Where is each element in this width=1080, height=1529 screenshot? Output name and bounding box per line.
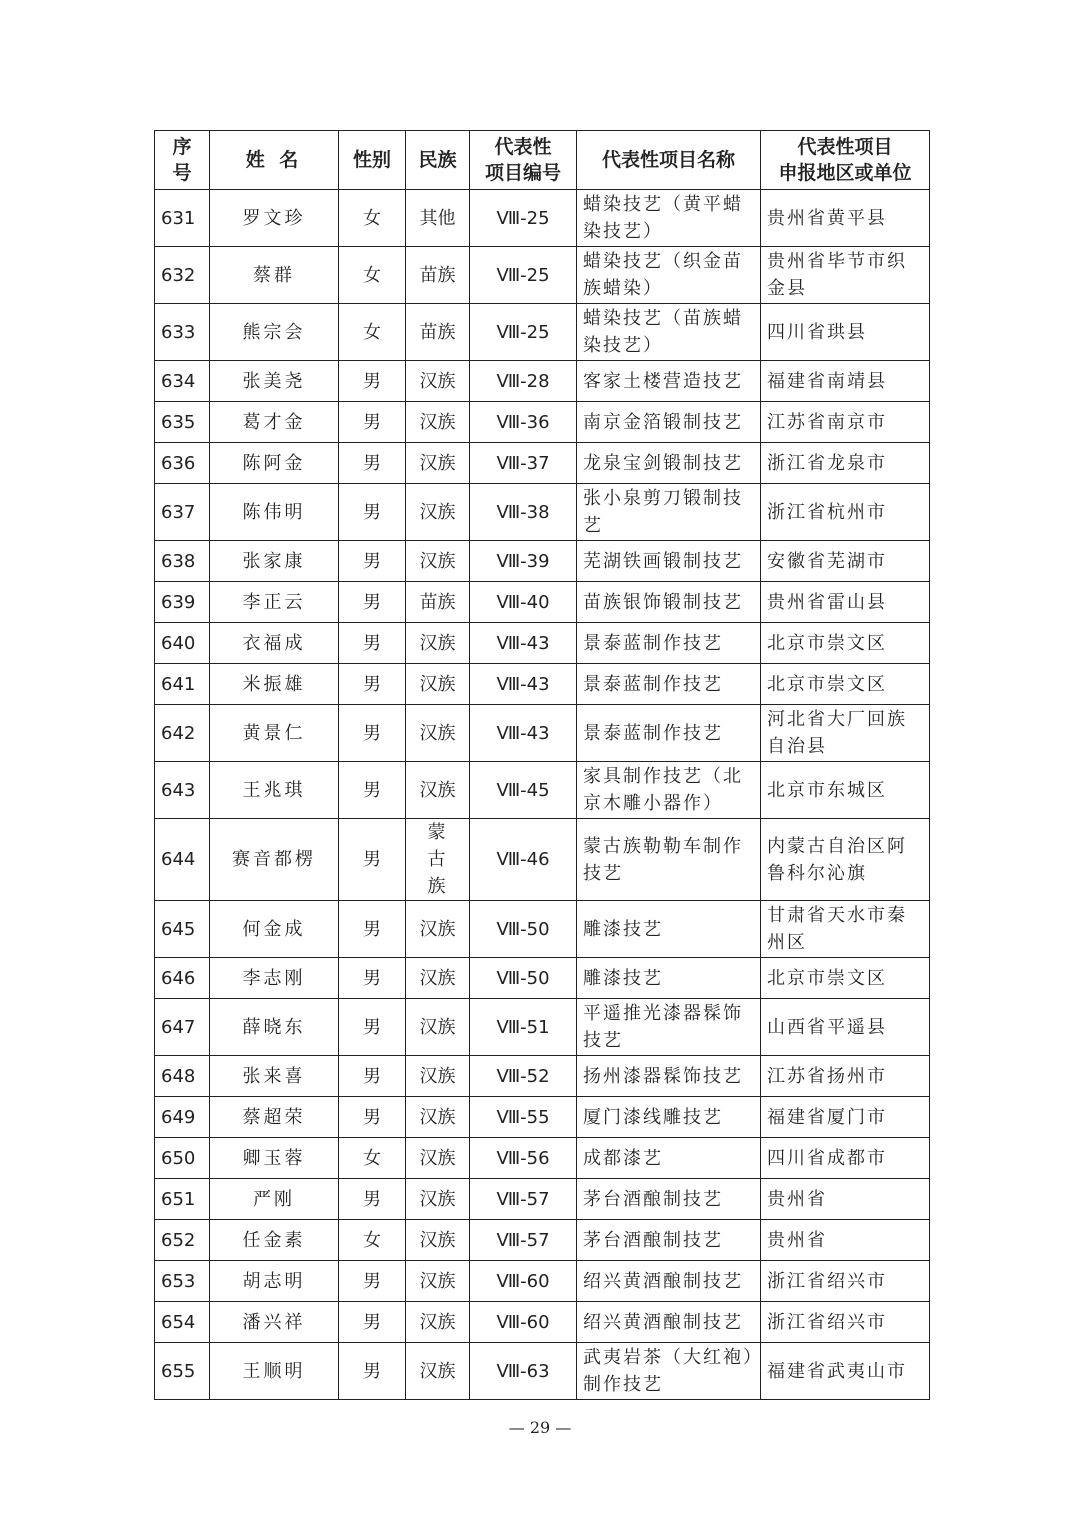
cell-gender: 女 <box>339 1138 406 1179</box>
cell-ethnicity: 汉族 <box>406 1097 470 1138</box>
cell-name: 张来喜 <box>210 1056 339 1097</box>
cell-code: Ⅷ-38 <box>470 484 577 541</box>
cell-code: Ⅷ-50 <box>470 958 577 999</box>
cell-gender: 女 <box>339 1220 406 1261</box>
cell-name: 蔡群 <box>210 247 339 304</box>
cell-gender: 男 <box>339 402 406 443</box>
cell-seq: 652 <box>155 1220 210 1261</box>
table-row <box>155 304 930 361</box>
cell-region: 北京市崇文区 <box>761 623 930 664</box>
cell-gender: 男 <box>339 958 406 999</box>
cell-seq: 649 <box>155 1097 210 1138</box>
cell-project: 蒙古族勒勒车制作技艺 <box>577 819 761 901</box>
cell-seq: 647 <box>155 999 210 1056</box>
cell-code: Ⅷ-43 <box>470 664 577 705</box>
cell-ethnicity: 苗族 <box>406 304 470 361</box>
header-project: 代表性项目名称 <box>577 131 761 190</box>
table-row <box>155 623 930 664</box>
cell-name: 罗文珍 <box>210 190 339 247</box>
cell-ethnicity: 苗族 <box>406 247 470 304</box>
cell-region: 安徽省芜湖市 <box>761 541 930 582</box>
cell-gender: 男 <box>339 361 406 402</box>
cell-code: Ⅷ-57 <box>470 1220 577 1261</box>
cell-project: 雕漆技艺 <box>577 901 761 958</box>
cell-region: 北京市崇文区 <box>761 958 930 999</box>
cell-seq: 631 <box>155 190 210 247</box>
cell-code: Ⅷ-43 <box>470 623 577 664</box>
cell-code: Ⅷ-51 <box>470 999 577 1056</box>
cell-ethnicity: 汉族 <box>406 1056 470 1097</box>
cell-name: 潘兴祥 <box>210 1302 339 1343</box>
cell-gender: 男 <box>339 1056 406 1097</box>
cell-seq: 642 <box>155 705 210 762</box>
cell-name: 薛晓东 <box>210 999 339 1056</box>
cell-region: 贵州省雷山县 <box>761 582 930 623</box>
cell-project: 张小泉剪刀锻制技艺 <box>577 484 761 541</box>
cell-project: 蜡染技艺（黄平蜡染技艺） <box>577 190 761 247</box>
header-name: 姓 名 <box>210 131 339 190</box>
table-row <box>155 1343 930 1400</box>
cell-seq: 654 <box>155 1302 210 1343</box>
cell-code: Ⅷ-57 <box>470 1179 577 1220</box>
cell-ethnicity: 汉族 <box>406 958 470 999</box>
inheritors-table <box>154 130 930 1400</box>
cell-name: 蔡超荣 <box>210 1097 339 1138</box>
cell-project: 苗族银饰锻制技艺 <box>577 582 761 623</box>
header-gender: 性别 <box>339 131 406 190</box>
cell-ethnicity: 汉族 <box>406 1302 470 1343</box>
table-row <box>155 901 930 958</box>
table-row <box>155 247 930 304</box>
cell-code: Ⅷ-39 <box>470 541 577 582</box>
cell-code: Ⅷ-55 <box>470 1097 577 1138</box>
cell-code: Ⅷ-60 <box>470 1261 577 1302</box>
cell-ethnicity: 其他 <box>406 190 470 247</box>
table-row <box>155 762 930 819</box>
cell-gender: 男 <box>339 1343 406 1400</box>
cell-gender: 男 <box>339 623 406 664</box>
cell-seq: 644 <box>155 819 210 901</box>
cell-project: 绍兴黄酒酿制技艺 <box>577 1261 761 1302</box>
header-code: 代表性 项目编号 <box>470 131 577 190</box>
cell-seq: 650 <box>155 1138 210 1179</box>
cell-ethnicity: 汉族 <box>406 1343 470 1400</box>
table-row <box>155 1097 930 1138</box>
cell-region: 江苏省扬州市 <box>761 1056 930 1097</box>
cell-ethnicity: 汉族 <box>406 999 470 1056</box>
cell-gender: 男 <box>339 484 406 541</box>
cell-ethnicity: 汉族 <box>406 443 470 484</box>
cell-region: 北京市崇文区 <box>761 664 930 705</box>
cell-seq: 648 <box>155 1056 210 1097</box>
table-row <box>155 819 930 901</box>
cell-code: Ⅷ-28 <box>470 361 577 402</box>
cell-name: 陈阿金 <box>210 443 339 484</box>
cell-project: 景泰蓝制作技艺 <box>577 705 761 762</box>
cell-code: Ⅷ-37 <box>470 443 577 484</box>
cell-code: Ⅷ-60 <box>470 1302 577 1343</box>
cell-code: Ⅷ-25 <box>470 190 577 247</box>
table-row <box>155 705 930 762</box>
header-region: 代表性项目 申报地区或单位 <box>761 131 930 190</box>
cell-ethnicity: 汉族 <box>406 361 470 402</box>
cell-ethnicity: 汉族 <box>406 762 470 819</box>
cell-gender: 女 <box>339 247 406 304</box>
cell-region: 浙江省龙泉市 <box>761 443 930 484</box>
cell-gender: 男 <box>339 762 406 819</box>
cell-gender: 女 <box>339 190 406 247</box>
cell-region: 福建省南靖县 <box>761 361 930 402</box>
cell-region: 贵州省 <box>761 1179 930 1220</box>
cell-seq: 638 <box>155 541 210 582</box>
cell-seq: 634 <box>155 361 210 402</box>
cell-gender: 男 <box>339 541 406 582</box>
cell-code: Ⅷ-63 <box>470 1343 577 1400</box>
cell-seq: 643 <box>155 762 210 819</box>
cell-name: 王顺明 <box>210 1343 339 1400</box>
cell-seq: 641 <box>155 664 210 705</box>
cell-seq: 640 <box>155 623 210 664</box>
cell-region: 四川省珙县 <box>761 304 930 361</box>
cell-gender: 男 <box>339 443 406 484</box>
table-row <box>155 443 930 484</box>
cell-region: 浙江省绍兴市 <box>761 1302 930 1343</box>
cell-code: Ⅷ-45 <box>470 762 577 819</box>
cell-region: 浙江省绍兴市 <box>761 1261 930 1302</box>
cell-name: 任金素 <box>210 1220 339 1261</box>
cell-project: 厦门漆线雕技艺 <box>577 1097 761 1138</box>
cell-gender: 男 <box>339 1302 406 1343</box>
cell-name: 何金成 <box>210 901 339 958</box>
cell-seq: 646 <box>155 958 210 999</box>
cell-name: 胡志明 <box>210 1261 339 1302</box>
cell-name: 衣福成 <box>210 623 339 664</box>
cell-gender: 男 <box>339 582 406 623</box>
cell-code: Ⅷ-43 <box>470 705 577 762</box>
cell-name: 张家康 <box>210 541 339 582</box>
cell-region: 河北省大厂回族自治县 <box>761 705 930 762</box>
cell-ethnicity: 汉族 <box>406 541 470 582</box>
cell-name: 黄景仁 <box>210 705 339 762</box>
cell-seq: 651 <box>155 1179 210 1220</box>
cell-region: 山西省平遥县 <box>761 999 930 1056</box>
cell-project: 茅台酒酿制技艺 <box>577 1220 761 1261</box>
cell-region: 四川省成都市 <box>761 1138 930 1179</box>
cell-project: 蜡染技艺（苗族蜡染技艺） <box>577 304 761 361</box>
cell-ethnicity: 汉族 <box>406 901 470 958</box>
cell-ethnicity: 汉族 <box>406 1179 470 1220</box>
cell-region: 内蒙古自治区阿鲁科尔沁旗 <box>761 819 930 901</box>
cell-ethnicity: 苗族 <box>406 582 470 623</box>
cell-seq: 645 <box>155 901 210 958</box>
cell-project: 景泰蓝制作技艺 <box>577 664 761 705</box>
cell-gender: 男 <box>339 819 406 901</box>
cell-region: 江苏省南京市 <box>761 402 930 443</box>
table-body <box>155 190 930 1400</box>
cell-project: 平遥推光漆器髹饰技艺 <box>577 999 761 1056</box>
cell-name: 张美尧 <box>210 361 339 402</box>
table-row <box>155 484 930 541</box>
cell-code: Ⅷ-52 <box>470 1056 577 1097</box>
cell-ethnicity: 汉族 <box>406 1220 470 1261</box>
cell-gender: 男 <box>339 1097 406 1138</box>
cell-seq: 633 <box>155 304 210 361</box>
cell-project: 绍兴黄酒酿制技艺 <box>577 1302 761 1343</box>
cell-ethnicity: 汉族 <box>406 402 470 443</box>
cell-name: 米振雄 <box>210 664 339 705</box>
cell-ethnicity: 汉族 <box>406 1138 470 1179</box>
cell-project: 成都漆艺 <box>577 1138 761 1179</box>
table-row <box>155 190 930 247</box>
cell-seq: 639 <box>155 582 210 623</box>
header-ethnicity: 民族 <box>406 131 470 190</box>
cell-project: 武夷岩茶（大红袍）制作技艺 <box>577 1343 761 1400</box>
table-row <box>155 1056 930 1097</box>
table-row <box>155 958 930 999</box>
page-number: — 29 — <box>508 1418 572 1437</box>
cell-code: Ⅷ-25 <box>470 304 577 361</box>
cell-project: 蜡染技艺（织金苗族蜡染） <box>577 247 761 304</box>
table-row <box>155 541 930 582</box>
cell-region: 贵州省黄平县 <box>761 190 930 247</box>
cell-name: 赛音都楞 <box>210 819 339 901</box>
table-row <box>155 1261 930 1302</box>
table-row <box>155 664 930 705</box>
cell-project: 茅台酒酿制技艺 <box>577 1179 761 1220</box>
cell-name: 严刚 <box>210 1179 339 1220</box>
cell-ethnicity: 汉族 <box>406 705 470 762</box>
cell-ethnicity: 汉族 <box>406 1261 470 1302</box>
cell-region: 福建省武夷山市 <box>761 1343 930 1400</box>
cell-code: Ⅷ-25 <box>470 247 577 304</box>
cell-region: 贵州省 <box>761 1220 930 1261</box>
cell-region: 浙江省杭州市 <box>761 484 930 541</box>
cell-ethnicity: 汉族 <box>406 664 470 705</box>
cell-code: Ⅷ-40 <box>470 582 577 623</box>
cell-gender: 男 <box>339 1261 406 1302</box>
table-row <box>155 402 930 443</box>
cell-code: Ⅷ-50 <box>470 901 577 958</box>
table-row <box>155 1138 930 1179</box>
cell-project: 景泰蓝制作技艺 <box>577 623 761 664</box>
table-row <box>155 582 930 623</box>
cell-ethnicity: 汉族 <box>406 623 470 664</box>
table-row <box>155 1179 930 1220</box>
cell-project: 南京金箔锻制技艺 <box>577 402 761 443</box>
cell-region: 北京市东城区 <box>761 762 930 819</box>
cell-gender: 男 <box>339 705 406 762</box>
cell-seq: 637 <box>155 484 210 541</box>
table-row <box>155 1302 930 1343</box>
cell-project: 扬州漆器髹饰技艺 <box>577 1056 761 1097</box>
cell-name: 陈伟明 <box>210 484 339 541</box>
cell-seq: 632 <box>155 247 210 304</box>
table-row <box>155 1220 930 1261</box>
cell-project: 龙泉宝剑锻制技艺 <box>577 443 761 484</box>
cell-gender: 男 <box>339 901 406 958</box>
cell-region: 福建省厦门市 <box>761 1097 930 1138</box>
cell-project: 雕漆技艺 <box>577 958 761 999</box>
cell-gender: 女 <box>339 304 406 361</box>
cell-code: Ⅷ-36 <box>470 402 577 443</box>
table-row <box>155 999 930 1056</box>
table-header-row <box>155 131 930 190</box>
cell-code: Ⅷ-56 <box>470 1138 577 1179</box>
cell-seq: 635 <box>155 402 210 443</box>
cell-seq: 653 <box>155 1261 210 1302</box>
cell-gender: 男 <box>339 664 406 705</box>
cell-project: 芜湖铁画锻制技艺 <box>577 541 761 582</box>
cell-name: 熊宗会 <box>210 304 339 361</box>
cell-code: Ⅷ-46 <box>470 819 577 901</box>
cell-name: 葛才金 <box>210 402 339 443</box>
table-row <box>155 361 930 402</box>
cell-gender: 男 <box>339 999 406 1056</box>
cell-region: 甘肃省天水市秦州区 <box>761 901 930 958</box>
cell-seq: 636 <box>155 443 210 484</box>
cell-gender: 男 <box>339 1179 406 1220</box>
cell-name: 卿玉蓉 <box>210 1138 339 1179</box>
cell-ethnicity: 汉族 <box>406 484 470 541</box>
cell-name: 王兆琪 <box>210 762 339 819</box>
cell-name: 李志刚 <box>210 958 339 999</box>
cell-project: 家具制作技艺（北京木雕小器作） <box>577 762 761 819</box>
cell-region: 贵州省毕节市织金县 <box>761 247 930 304</box>
cell-project: 客家土楼营造技艺 <box>577 361 761 402</box>
cell-seq: 655 <box>155 1343 210 1400</box>
header-seq: 序 号 <box>155 131 210 190</box>
cell-name: 李正云 <box>210 582 339 623</box>
cell-ethnicity: 蒙古族 <box>406 819 470 901</box>
